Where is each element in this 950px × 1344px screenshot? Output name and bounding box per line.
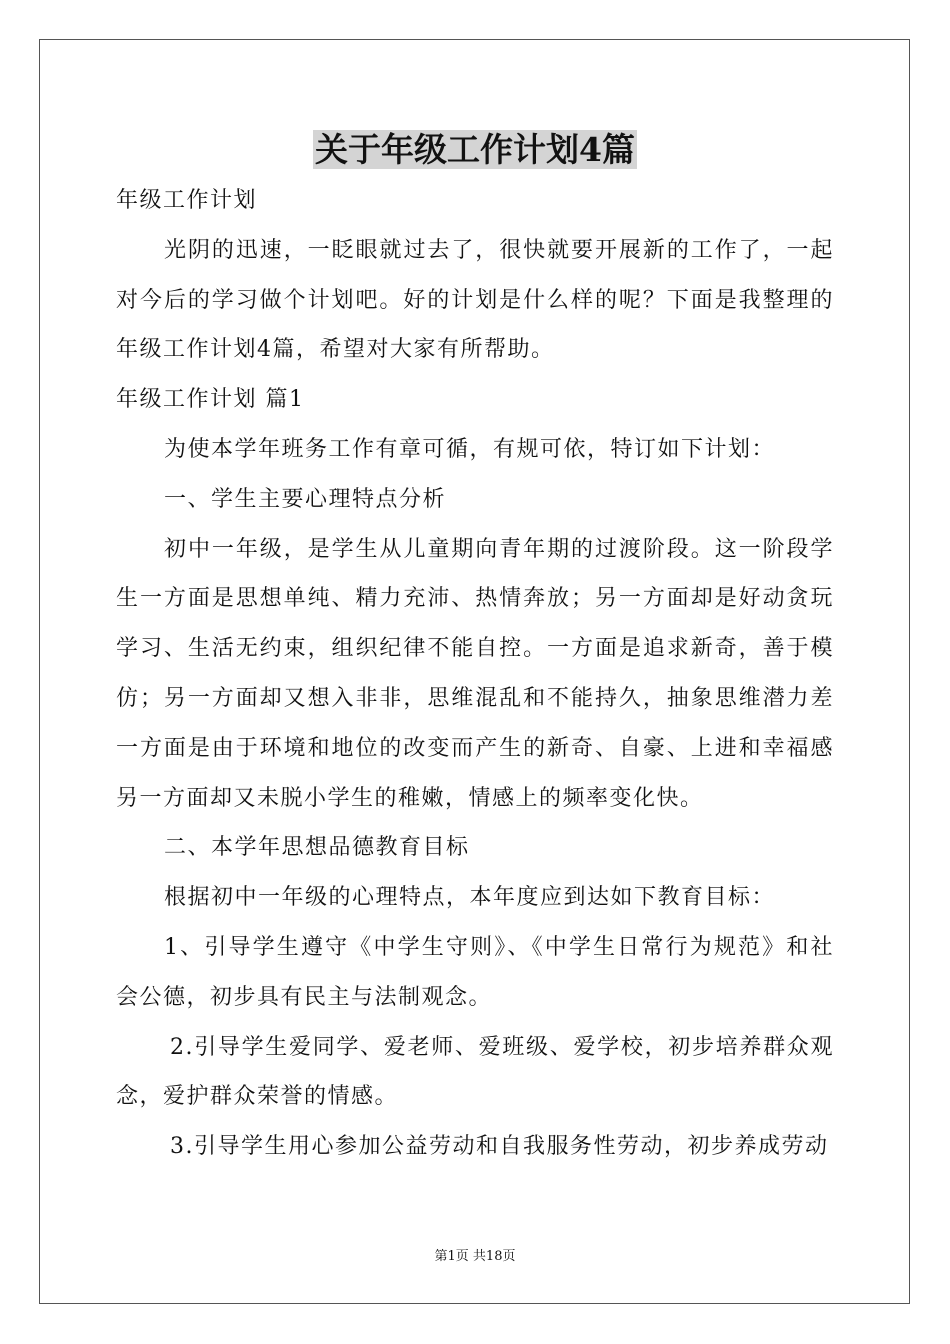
subheading: 二、本学年思想品德教育目标 — [164, 835, 470, 861]
intro-paragraph: 光阴的迅速，一眨眼就过去了，很快就要开展新的工作了，一起对今后的学习做个计划吧。好的计划是什么样的呢？下面是我整理的年级工作计划4篇，希望对大家有所帮助。 — [116, 237, 834, 363]
body-paragraph: 初中一年级，是学生从儿童期向青年期的过渡阶段。这一阶段学生一方面是思想单纯、精力充沛、热情奔放；另一方面却是好动贪玩学习、生活无约束，组织纪律不能自控。一方面是追求新奇，善于模仿；另一方面却又想入非非，思维混乱和不能持久，抽象思维潜力差一方面是由于环境和地位的改变而产生的新奇、自豪、上进和幸福感另一方面却又未脱小学生的稚嫩，情感上的频率变化快。 — [116, 536, 834, 811]
section-heading: 年级工作计划 — [116, 188, 258, 213]
document-body — [116, 176, 834, 1172]
list-item: 3.引导学生用心参加公益劳动和自我服务性劳动，初步养成劳动 — [170, 1134, 829, 1160]
list-item: 2.引导学生爱同学、爱老师、爱班级、爱学校，初步培养群众观念，爱护群众荣誉的情感。 — [116, 1034, 834, 1110]
page-footer: 第1页 共18页 — [434, 1249, 516, 1264]
body-paragraph: 为使本学年班务工作有章可循，有规可依，特订如下计划： — [164, 436, 776, 462]
list-item: 1、引导学生遵守《中学生守则》、《中学生日常行为规范》和社会公德，初步具有民主与法制观念。 — [116, 934, 834, 1010]
title-text: 关于年级工作计划4篇 — [315, 130, 635, 169]
document-title — [0, 128, 950, 172]
subheading: 一、学生主要心理特点分析 — [164, 486, 447, 512]
body-paragraph: 根据初中一年级的心理特点，本年度应到达如下教育目标： — [164, 885, 776, 911]
section-heading: 年级工作计划 篇1 — [116, 387, 305, 413]
